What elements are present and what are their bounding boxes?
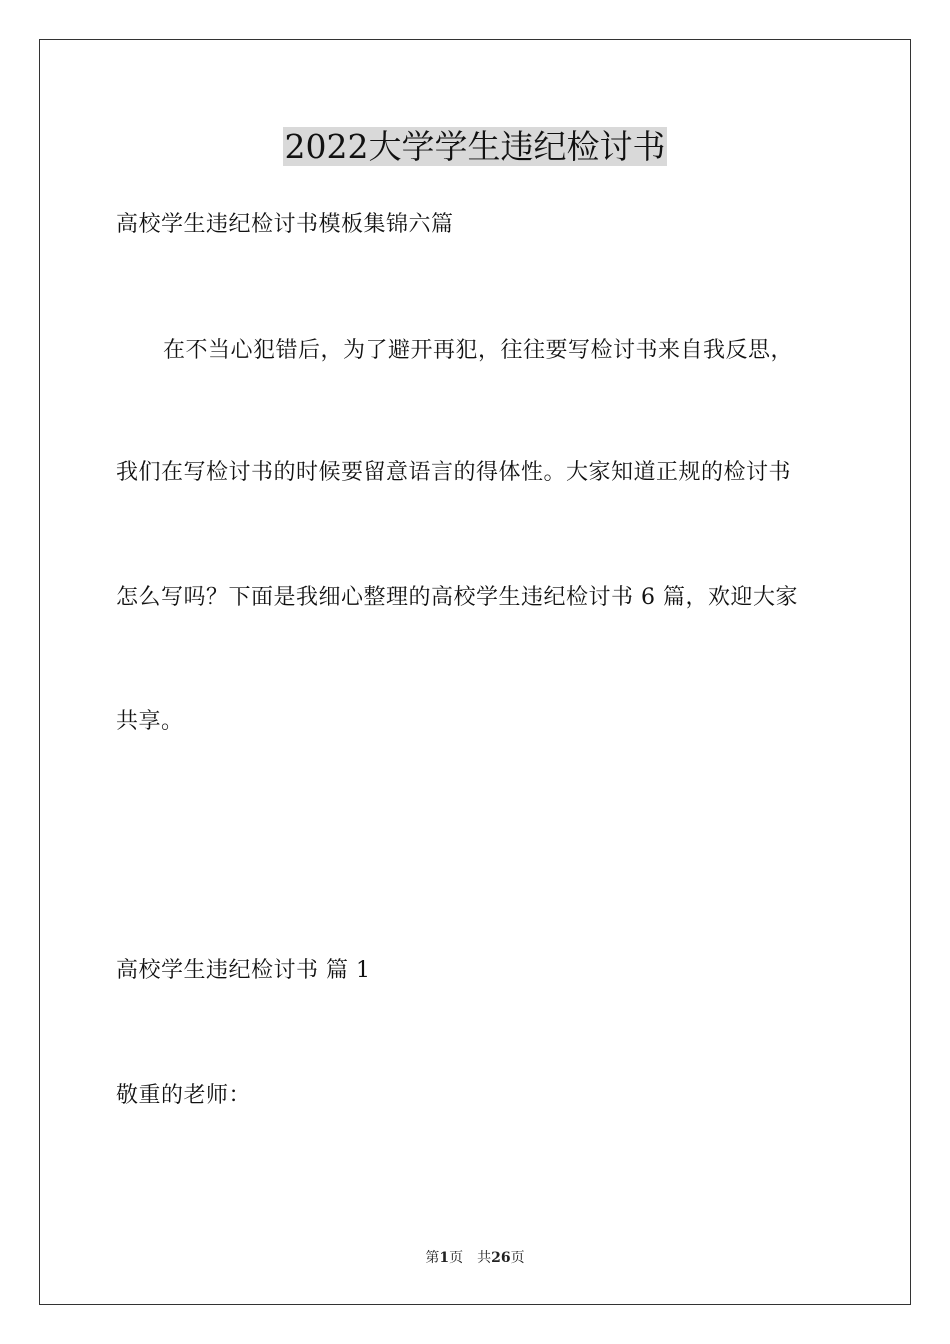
footer-page-mid: 页 共 [449,1250,492,1266]
footer-page-prefix: 第 [425,1250,440,1266]
footer-page-total: 26 [491,1250,511,1266]
section-heading: 高校学生违纪检讨书 篇 1 [116,958,371,983]
salutation: 敬重的老师： [116,1083,252,1108]
paragraph-line-2: 我们在写检讨书的时候要留意语言的得体性。大家知道正规的检讨书 [116,460,792,485]
page-footer [0,1248,950,1268]
paragraph-line-3: 怎么写吗？下面是我细心整理的高校学生违纪检讨书 6 篇，欢迎大家 [116,585,798,610]
footer-page-suffix: 页 [510,1250,525,1266]
document-subtitle: 高校学生违纪检讨书模板集锦六篇 [116,212,454,237]
paragraph-line-4: 共享。 [116,709,184,734]
footer-page-current: 1 [439,1250,450,1266]
paragraph-line-1: 在不当心犯错后，为了避开再犯，往往要写检讨书来自我反思， [163,338,794,363]
document-title-text: 2022大学学生违纪检讨书 [284,127,666,166]
document-title [0,124,950,170]
